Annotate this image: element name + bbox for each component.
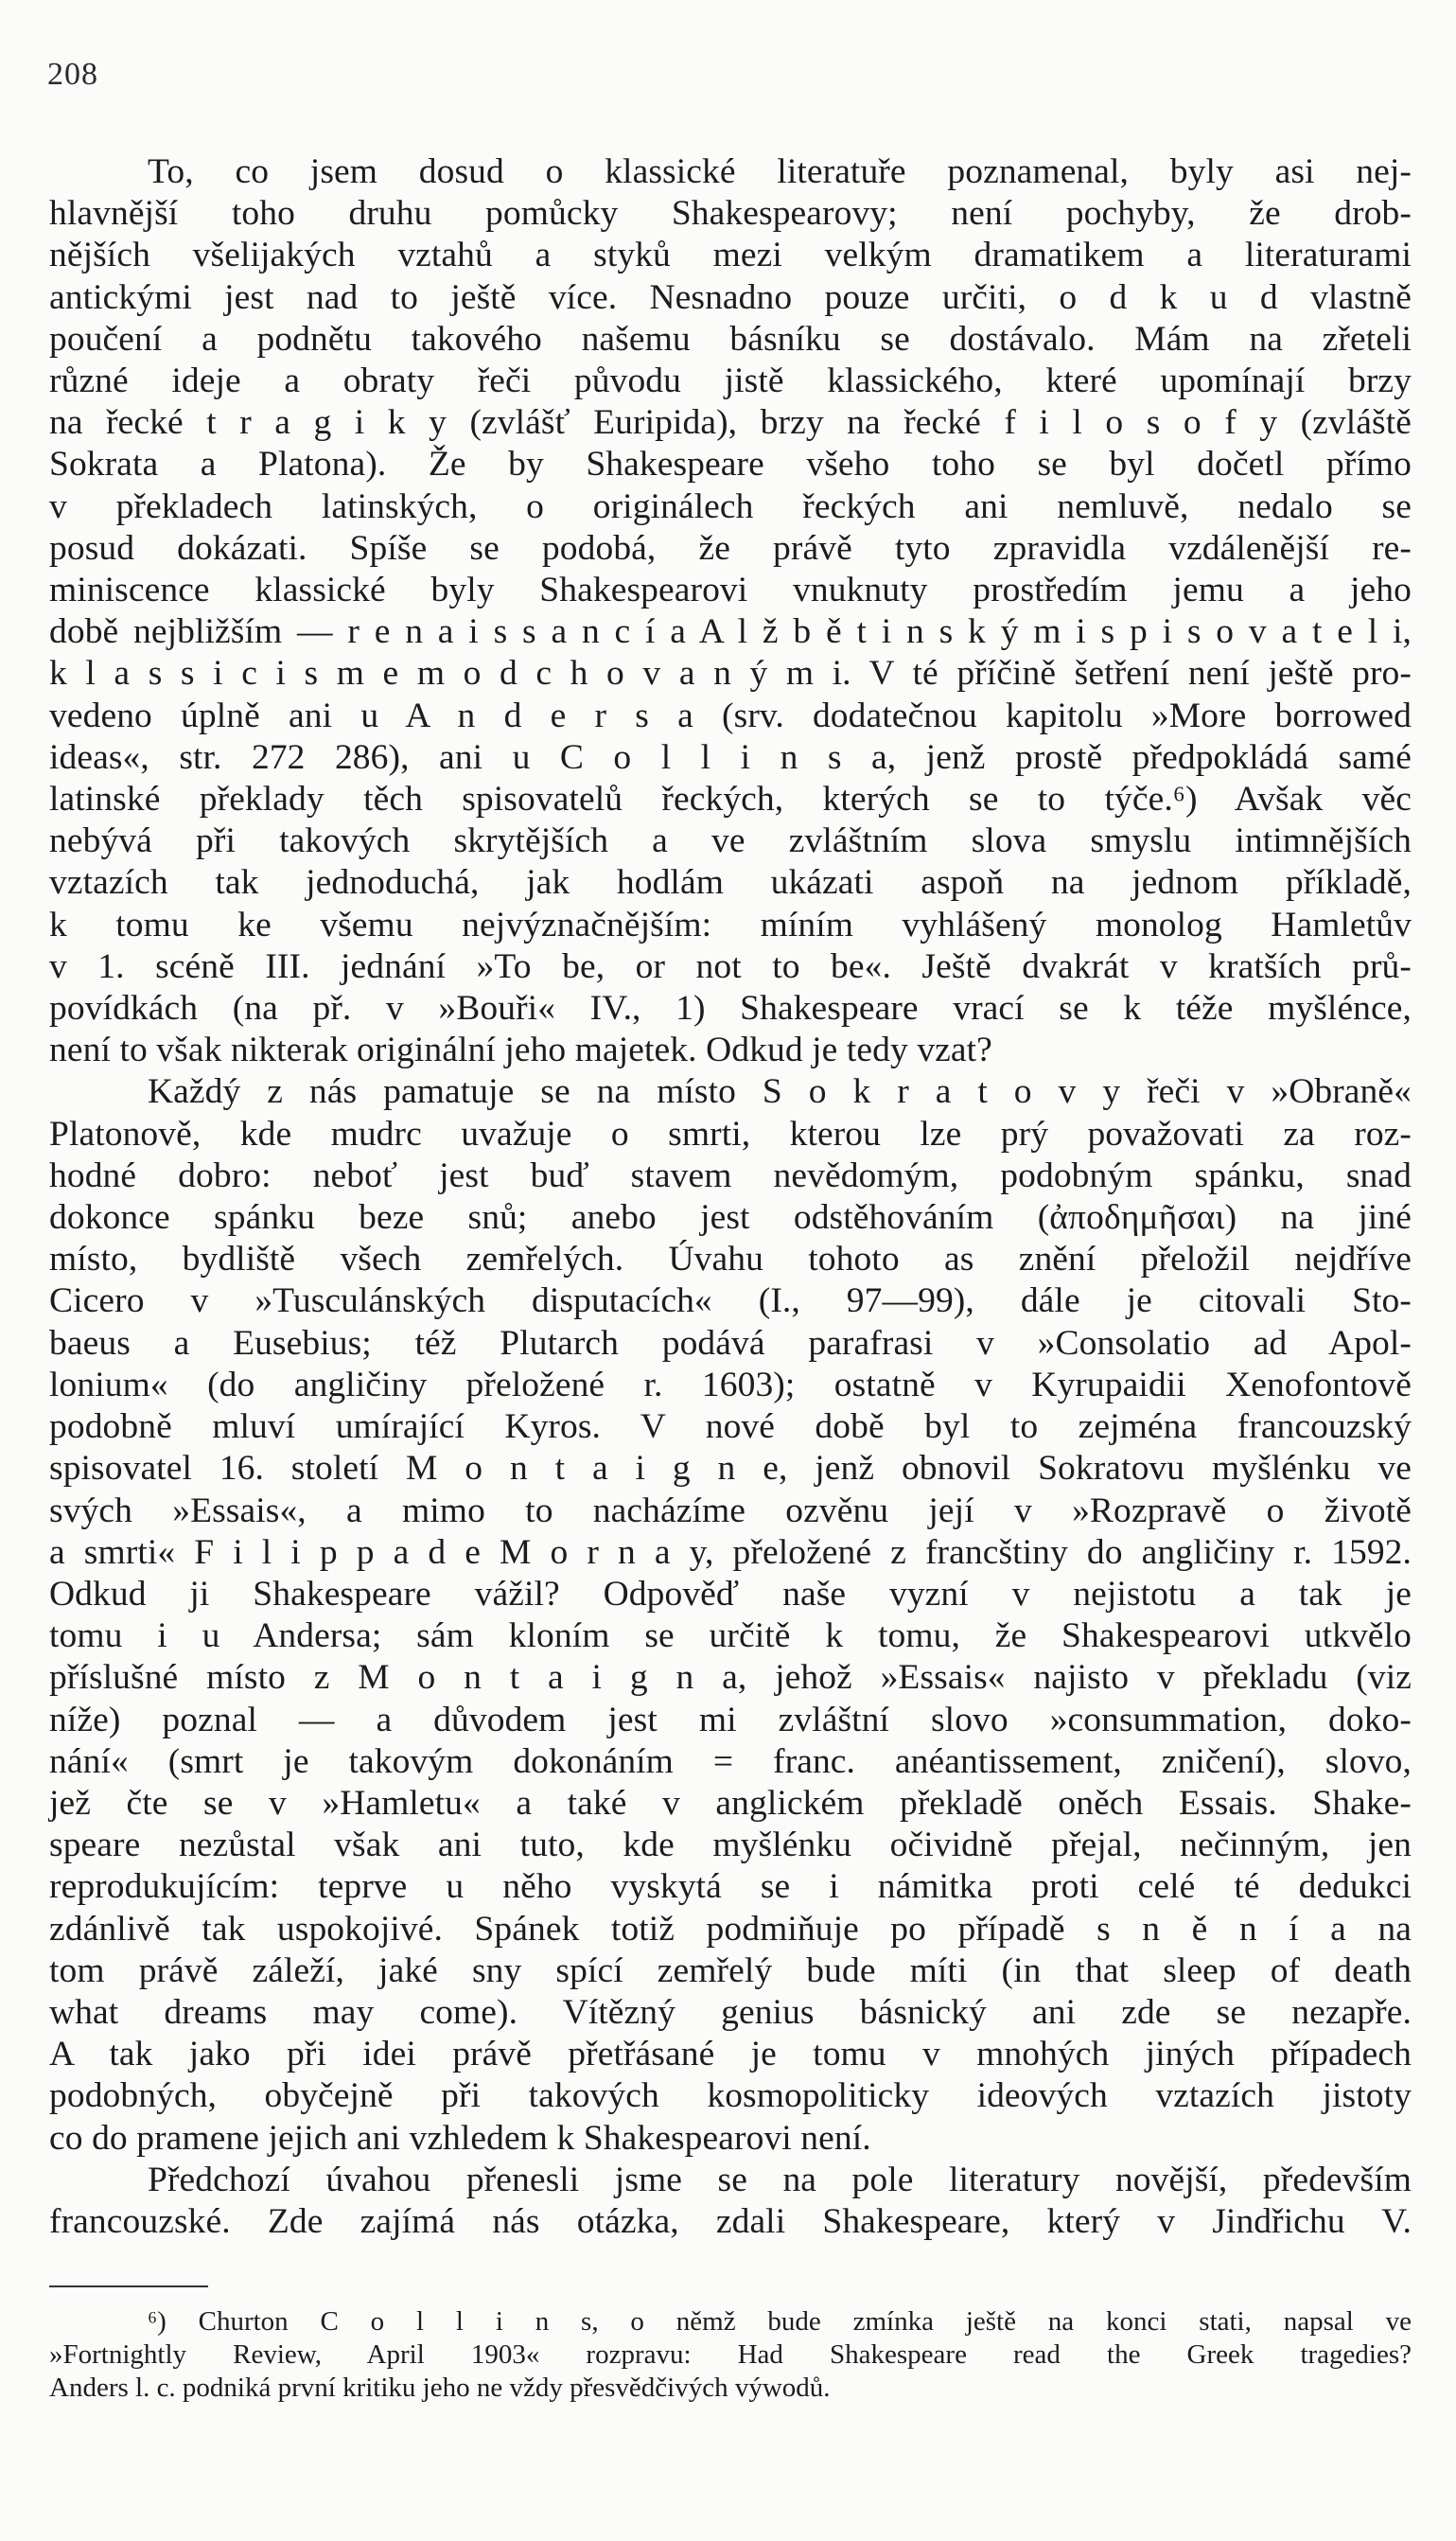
- text-line: není to však nikterak originální jeho majetek. Odkud je tedy vzat?: [49, 1031, 992, 1070]
- text-line: vztazích tak jednoduchá, jak hodlám ukázati aspoň na jednom příkladě,: [49, 863, 1412, 903]
- text-line: nebývá při takových skrytějších a ve zvláštním slova smyslu intimnějších: [49, 821, 1412, 861]
- text-line: a smrti« F i l i p p a d e M o r n a y, přeložené z francštiny do angličiny r. 1592.: [49, 1532, 1412, 1572]
- text-line: podobných, obyčejně při takových kosmopoliticky ideových vztazích jistoty: [49, 2076, 1412, 2116]
- text-line: posud dokázati. Spíše se podobá, že právě tyto zpravidla vzdálenější re-: [49, 528, 1412, 568]
- text-line: poučení a podnětu takového našemu básníku se dostávalo. Mám na zřeteli: [49, 319, 1412, 359]
- text-line: době nejbližším — r e n a i s s a n c í a A l ž b ě t i n s k ý m i s p i s o v a t e l i,: [49, 612, 1412, 652]
- text-line: baeus a Eusebius; též Plutarch podává parafrasi v »Consolatio ad Apol-: [49, 1323, 1412, 1363]
- text-line: níže) poznal — a důvodem jest mi zvláštní slovo »consummation, doko-: [49, 1700, 1412, 1739]
- footnote-line: »Fortnightly Review, April 1903« rozpravu: Had Shakespeare read the Greek tragedies?: [49, 2339, 1412, 2370]
- text-line: antickými jest nad to ještě více. Nesnadno pouze určiti, o d k u d vlastně: [49, 277, 1412, 317]
- text-line: Platonově, kde mudrc uvažuje o smrti, kterou lze prý považovati za roz-: [49, 1114, 1412, 1154]
- text-line: francouzské. Zde zajímá nás otázka, zdali Shakespeare, který v Jindřichu V.: [49, 2201, 1412, 2241]
- text-line: reprodukujícím: teprve u něho vyskytá se i námitka proti celé té dedukci: [49, 1867, 1412, 1907]
- page-number: 208: [47, 57, 98, 92]
- text-line: lonium« (do angličiny přeložené r. 1603); ostatně v Kyrupaidii Xenofontově: [49, 1365, 1412, 1404]
- footnote-line: ⁶) Churton C o l l i n s, o němž bude zmínka ještě na konci stati, napsal ve: [148, 2306, 1412, 2337]
- text-line: v překladech latinských, o originálech řeckých ani nemluvě, nedalo se: [49, 486, 1412, 526]
- text-line: tom právě záleží, jaké sny spící zemřelý bude míti (in that sleep of death: [49, 1950, 1412, 1990]
- footnote-divider: [49, 2285, 208, 2287]
- text-line: svých »Essais«, a mimo to nacházíme ozvěnu její v »Rozpravě o životě: [49, 1491, 1412, 1530]
- text-line: tomu i u Andersa; sám kloním se určitě k tomu, že Shakespearovi utkvělo: [49, 1616, 1412, 1656]
- footnote: [49, 2305, 1412, 2405]
- text-line: nějších všelijakých vztahů a styků mezi velkým dramatikem a literaturami: [49, 236, 1412, 275]
- text-line: na řecké t r a g i k y (zvlášť Euripida), brzy na řecké f i l o s o f y (zvláště: [49, 403, 1412, 443]
- text-line: k l a s s i c i s m e m o d c h o v a n ý m i. V té příčině šetření není ještě pro-: [49, 654, 1412, 694]
- text-line: latinské překlady těch spisovatelů řeckých, kterých se to týče.⁶) Avšak věc: [49, 780, 1412, 820]
- text-line: hlavnější toho druhu pomůcky Shakespearovy; není pochyby, že drob-: [49, 194, 1412, 234]
- text-line: povídkách (na př. v »Bouři« IV., 1) Shakespeare vrací se k téže myšlénce,: [49, 989, 1412, 1029]
- text-line: k tomu ke všemu nejvýznačnějším: míním vyhlášený monolog Hamletův: [49, 905, 1412, 944]
- text-line: nání« (smrt je takovým dokonáním = franc. anéantissement, zničení), slovo,: [49, 1741, 1412, 1781]
- text-line: Odkud ji Shakespeare vážil? Odpověď naše vyzní v nejistotu a tak je: [49, 1574, 1412, 1614]
- text-line: Sokrata a Platona). Že by Shakespeare všeho toho se byl dočetl přímo: [49, 445, 1412, 485]
- text-line: vedeno úplně ani u A n d e r s a (srv. dodatečnou kapitolu »More borrowed: [49, 696, 1412, 735]
- text-line: v 1. scéně III. jednání »To be, or not to be«. Ještě dvakrát v kratších prů-: [49, 946, 1412, 986]
- text-line: příslušné místo z M o n t a i g n a, jehož »Essais« najisto v překladu (viz: [49, 1658, 1412, 1698]
- text-line: zdánlivě tak uspokojivé. Spánek totiž podmiňuje po případě s n ě n í a na: [49, 1909, 1412, 1949]
- text-line: Každý z nás pamatuje se na místo S o k r a t o v y řeči v »Obraně«: [148, 1072, 1412, 1112]
- text-line: místo, bydliště všech zemřelých. Úvahu tohoto as znění přeložil nejdříve: [49, 1240, 1412, 1279]
- text-line: co do pramene jejich ani vzhledem k Shakespearovi není.: [49, 2118, 871, 2158]
- body-text: [49, 151, 1412, 2243]
- text-line: what dreams may come). Vítězný genius básnický ani zde se nezapře.: [49, 1992, 1412, 2032]
- text-line: A tak jako při idei právě přetřásané je tomu v mnohých jiných případech: [49, 2035, 1412, 2074]
- text-line: speare nezůstal však ani tuto, kde myšlénku očividně přejal, nečinným, jen: [49, 1826, 1412, 1865]
- text-line: ideas«, str. 272 286), ani u C o l l i n s a, jenž prostě předpokládá samé: [49, 737, 1412, 777]
- text-line: jež čte se v »Hamletu« a také v anglickém překladě oněch Essais. Shake-: [49, 1783, 1412, 1823]
- text-line: Cicero v »Tusculánských disputacích« (I., 97—99), dále je citovali Sto-: [49, 1281, 1412, 1321]
- footnote-line: Anders l. c. podniká první kritiku jeho ne vždy přesvědčivých výwodů.: [49, 2373, 831, 2403]
- text-line: dokonce spánku beze snů; anebo jest odstěhováním (ἀποδημῆσαι) na jiné: [49, 1198, 1412, 1238]
- text-line: hodné dobro: neboť jest buď stavem nevědomým, podobným spánku, snad: [49, 1156, 1412, 1195]
- text-line: To, co jsem dosud o klassické literatuře poznamenal, byly asi nej-: [148, 152, 1412, 191]
- text-line: spisovatel 16. století M o n t a i g n e, jenž obnovil Sokratovu myšlénku ve: [49, 1449, 1412, 1489]
- text-line: miniscence klassické byly Shakespearovi vnuknuty prostředím jemu a jeho: [49, 571, 1412, 610]
- text-line: Předchozí úvahou přenesli jsme se na pole literatury novější, především: [148, 2160, 1412, 2199]
- text-line: různé ideje a obraty řeči původu jistě klassického, které upomínají brzy: [49, 362, 1412, 401]
- text-line: podobně mluví umírající Kyros. V nové době byl to zejména francouzský: [49, 1407, 1412, 1447]
